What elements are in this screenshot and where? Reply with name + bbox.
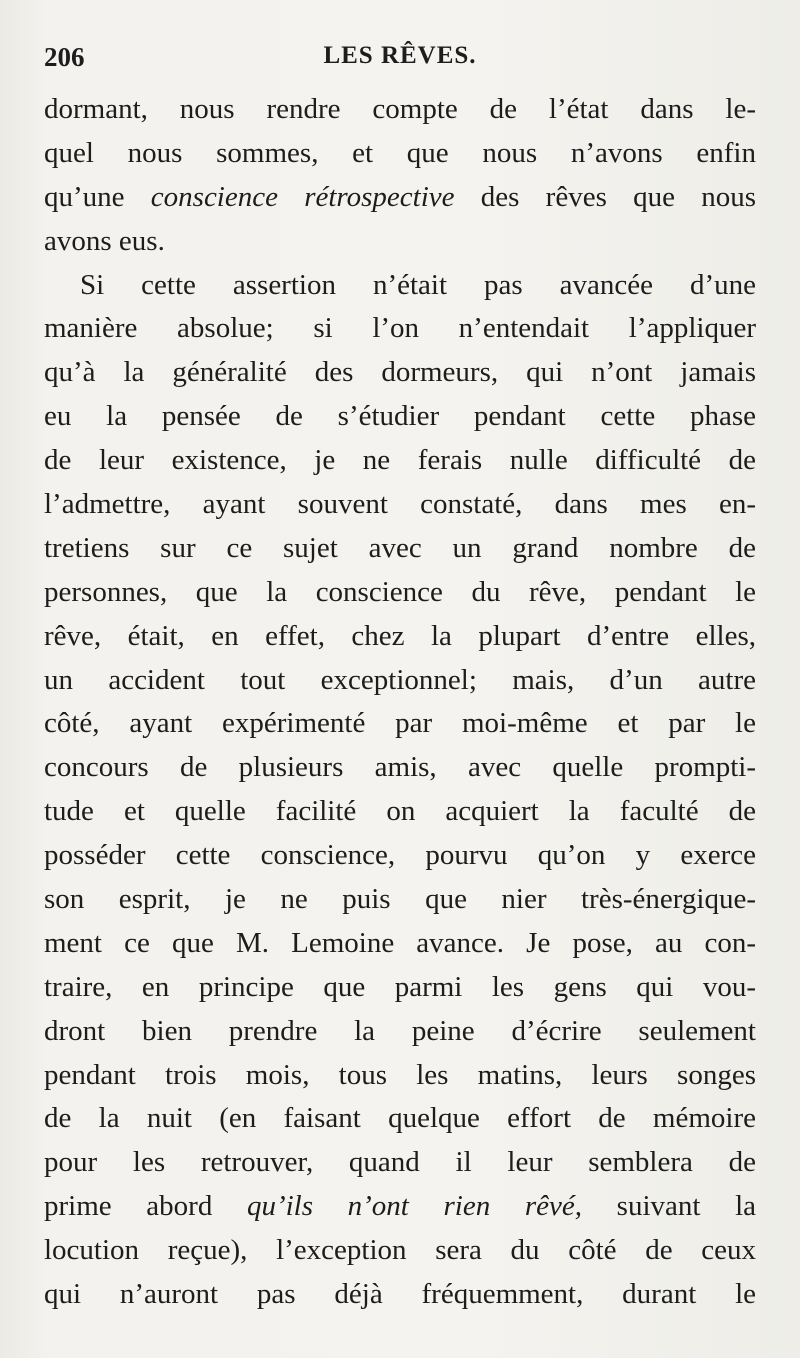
body-text bbox=[44, 88, 756, 1317]
page-number: 206 bbox=[44, 42, 85, 72]
text-line-3-a: qu’une bbox=[44, 180, 151, 213]
text-line-22: dront bien prendre la peine d’écrire seulement bbox=[44, 1014, 756, 1047]
text-line-13: rêve, était, en effet, chez la plupart d’entre elles, bbox=[44, 619, 756, 652]
text-line-4: avons eus. bbox=[44, 224, 165, 257]
text-line-26 bbox=[44, 1185, 756, 1229]
text-line-3-b: des rêves que nous bbox=[454, 180, 757, 213]
text-line-21: traire, en principe que parmi les gens qui vou- bbox=[44, 970, 756, 1003]
text-line-11: tretiens sur ce sujet avec un grand nombre de bbox=[44, 531, 756, 564]
text-line-15: côté, ayant expérimenté par moi-même et par le bbox=[44, 707, 756, 740]
text-line-14: un accident tout exceptionnel; mais, d’un autre bbox=[44, 663, 756, 696]
text-line-12: personnes, que la conscience du rêve, pendant le bbox=[44, 575, 756, 608]
page-header bbox=[44, 42, 756, 78]
text-line-8: eu la pensée de s’étudier pendant cette phase bbox=[44, 400, 756, 433]
running-head: LES RÊVES. bbox=[323, 42, 477, 69]
text-line-19: son esprit, je ne puis que nier très-énergique- bbox=[44, 883, 756, 916]
text-line-1: dormant, nous rendre compte de l’état dans le- bbox=[44, 93, 756, 125]
text-line-28: qui n’auront pas déjà fréquemment, durant le bbox=[44, 1278, 756, 1311]
text-line-26-a: prime abord bbox=[44, 1190, 247, 1223]
text-line-18: posséder cette conscience, pourvu qu’on y exerce bbox=[44, 839, 756, 872]
text-line-25: pour les retrouver, quand il leur semblera de bbox=[44, 1146, 756, 1179]
text-line-16: concours de plusieurs amis, avec quelle prompti- bbox=[44, 751, 756, 784]
text-line-5: Si cette assertion n’était pas avancée d’une bbox=[80, 268, 756, 301]
text-line-17: tude et quelle facilité on acquiert la faculté de bbox=[44, 795, 756, 828]
text-line-6: manière absolue; si l’on n’entendait l’appliquer bbox=[44, 312, 756, 345]
text-line-2: quel nous sommes, et que nous n’avons enfin bbox=[44, 136, 756, 169]
text-line-27: locution reçue), l’exception sera du côté de ceux bbox=[44, 1234, 756, 1267]
text-line-26-b: suivant la bbox=[582, 1190, 756, 1223]
text-line-24: de la nuit (en faisant quelque effort de mémoire bbox=[44, 1102, 756, 1135]
text-line-9: de leur existence, je ne ferais nulle difficulté de bbox=[44, 444, 756, 477]
text-line-20: ment ce que M. Lemoine avance. Je pose, au con- bbox=[44, 926, 756, 959]
text-line-23: pendant trois mois, tous les matins, leurs songes bbox=[44, 1058, 756, 1091]
text-line-10: l’admettre, ayant souvent constaté, dans mes en- bbox=[44, 488, 756, 521]
italic-phrase-quils-nont-rien-reve: qu’ils n’ont rien rêvé, bbox=[246, 1190, 583, 1223]
text-line-3 bbox=[44, 176, 756, 220]
italic-phrase-conscience-retrospective: conscience rétrospective bbox=[150, 180, 455, 213]
text-line-7: qu’à la généralité des dormeurs, qui n’ont jamais bbox=[44, 356, 756, 389]
